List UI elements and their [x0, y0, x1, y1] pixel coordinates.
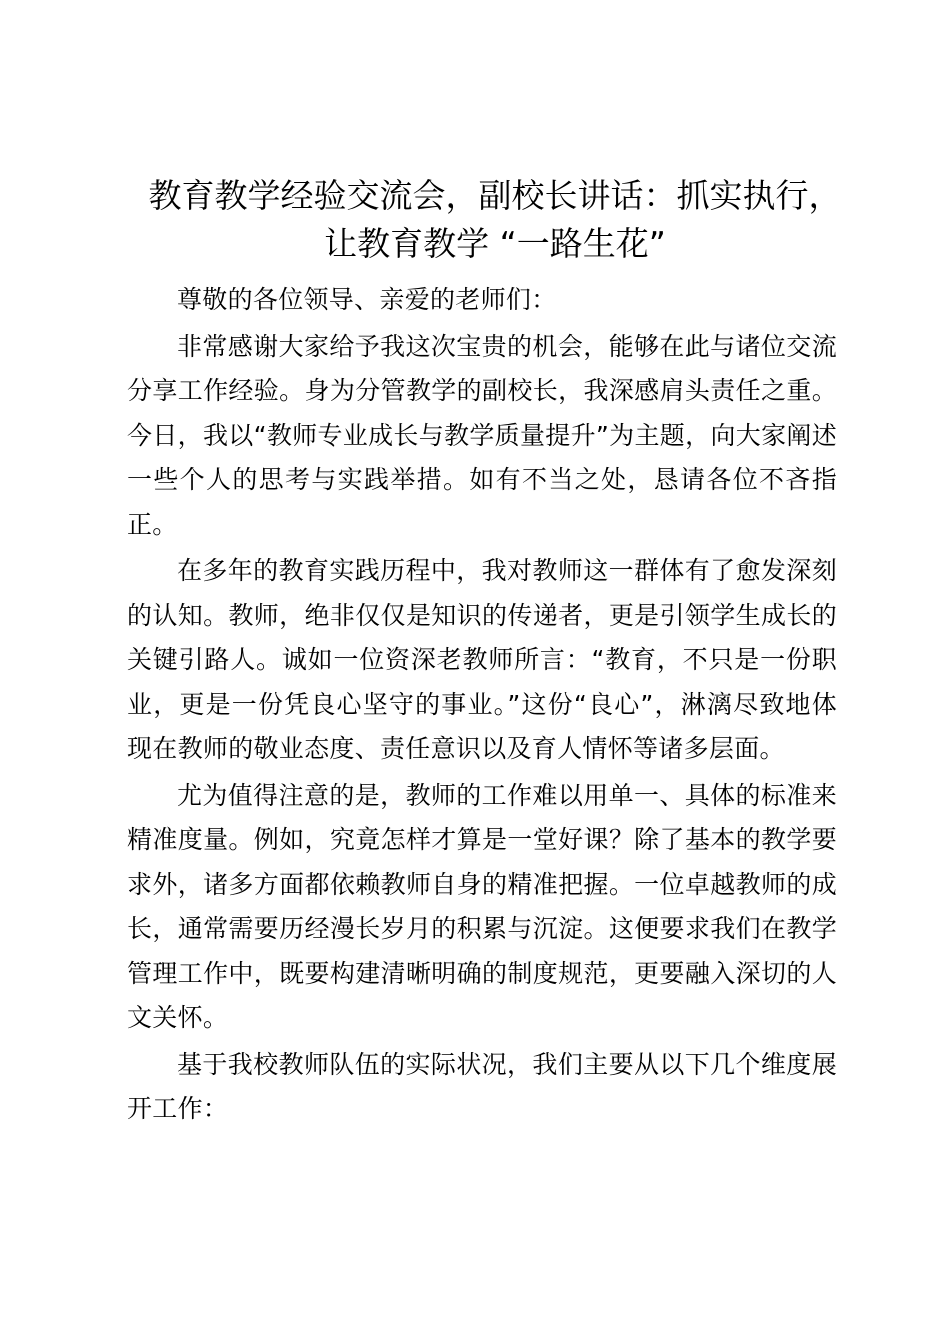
title-line-2: 让教育教学 “一路生花” — [324, 224, 666, 263]
salutation-paragraph: 尊敬的各位领导、亲爱的老师们： — [177, 285, 557, 314]
body-paragraph-1: 非常感谢大家给予我这次宝贵的机会，能够在此与诸位交流分享工作经验。身为分管教学的副校长，我深感肩头责任之重。今日，我以“教师专业成长与教学质量提升”为主题，向大家阐述一些个人的思考与实践举措。如有不当之处，恳请各位不吝指正。 — [127, 331, 837, 539]
body-paragraph-2: 在多年的教育实践历程中，我对教师这一群体有了愈发深刻的认知。教师，绝非仅仅是知识的传递者，更是引领学生成长的关键引路人。诚如一位资深老教师所言：“教育，不只是一份职业，更是一份凭良心坚守的事业。”这份“良心”，淋漓尽致地体现在教师的敬业态度、责任意识以及育人情怀等诸多层面。 — [127, 556, 837, 763]
document-body — [127, 278, 837, 1134]
body-paragraph-4: 基于我校教师队伍的实际状况，我们主要从以下几个维度展开工作： — [127, 1049, 837, 1123]
document-title — [100, 172, 890, 268]
body-paragraph-3: 尤为值得注意的是，教师的工作难以用单一、具体的标准来精准度量。例如，究竟怎样才算是一堂好课？除了基本的教学要求外，诸多方面都依赖教师自身的精准把握。一位卓越教师的成长，通常需要历经漫长岁月的积累与沉淀。这便要求我们在教学管理工作中，既要构建清晰明确的制度规范，更要融入深切的人文关怀。 — [127, 780, 837, 1032]
title-line-1: 教育教学经验交流会，副校长讲话：抓实执行， — [148, 176, 842, 215]
